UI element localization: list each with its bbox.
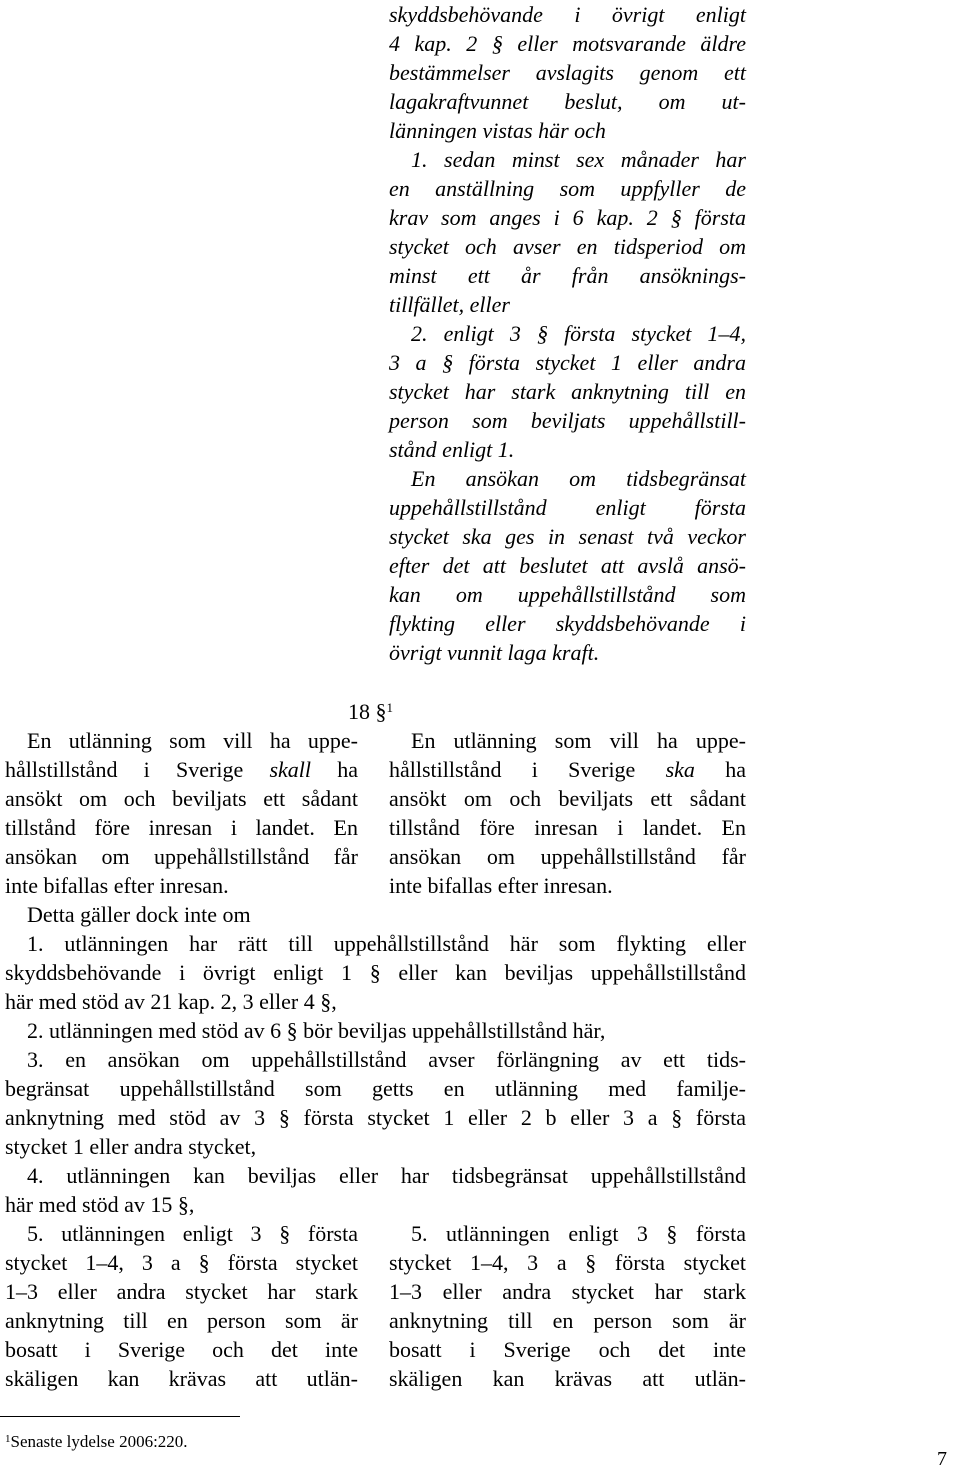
text-line: hållstillstånd i Sverige ska ha bbox=[389, 757, 746, 782]
text-line: tillfället, eller bbox=[389, 292, 510, 317]
text-line: tillstånd före inresan i landet. En bbox=[5, 815, 358, 840]
text-line: stycket 1–4, 3 a § första stycket bbox=[5, 1250, 358, 1275]
text-line: krav som anges i 6 kap. 2 § första bbox=[389, 205, 746, 230]
text-line: stycket 1 eller andra stycket, bbox=[5, 1134, 257, 1159]
list-item: 2. utlänningen med stöd av 6 § bör beviljas uppehållstillstånd här, bbox=[27, 1018, 606, 1043]
text-line: ansökan om uppehållstillstånd får bbox=[5, 844, 358, 869]
text-line: inte bifallas efter inresan. bbox=[389, 873, 613, 898]
text-line: flykting eller skyddsbehövande i bbox=[389, 611, 746, 636]
text-line: begränsat uppehållstillstånd som getts en utlänning med familje- bbox=[5, 1076, 746, 1101]
footnote bbox=[5, 1430, 188, 1454]
footnote-divider bbox=[0, 1416, 240, 1417]
text-line: här med stöd av 15 §, bbox=[5, 1192, 195, 1217]
text-line: anknytning till en person som är bbox=[5, 1308, 358, 1333]
text-line: skyddsbehövande i övrigt enligt 1 § eller kan beviljas uppehållstillstånd bbox=[5, 960, 746, 985]
text-line: kan om uppehållstillstånd som bbox=[389, 582, 746, 607]
text-line: stycket har stark anknytning till en bbox=[389, 379, 746, 404]
text-line: En utlänning som vill ha uppe- bbox=[411, 728, 746, 753]
text-line: skäligen kan krävas att utlän- bbox=[5, 1366, 358, 1391]
footnote-reference: 1 bbox=[386, 700, 393, 715]
text-line: 5. utlänningen enligt 3 § första bbox=[27, 1221, 358, 1246]
list-item: 3. en ansökan om uppehållstillstånd avser förlängning av ett tids- bbox=[27, 1047, 746, 1072]
text-line: ansökt om och beviljats ett sådant bbox=[389, 786, 746, 811]
text-line: person som beviljats uppehållstill- bbox=[389, 408, 746, 433]
text-line: en anställning som uppfyller de bbox=[389, 176, 746, 201]
text-line: inte bifallas efter inresan. bbox=[5, 873, 229, 898]
text-line: 2. enligt 3 § första stycket 1–4, bbox=[411, 321, 746, 346]
list-item: 1. utlänningen har rätt till uppehållstillstånd här som flykting eller bbox=[27, 931, 746, 956]
text-line: stycket ska ges in senast två veckor bbox=[389, 524, 746, 549]
emphasized-word: ska bbox=[665, 757, 695, 782]
text-line: lagakraftvunnet beslut, om ut- bbox=[389, 89, 746, 114]
emphasized-word: skall bbox=[269, 757, 311, 782]
text-line: stycket och avser en tidsperiod om bbox=[389, 234, 746, 259]
text-line: ansökan om uppehållstillstånd får bbox=[389, 844, 746, 869]
text-line: ansökt om och beviljats ett sådant bbox=[5, 786, 358, 811]
text-line: anknytning till en person som är bbox=[389, 1308, 746, 1333]
text-line: övrigt vunnit laga kraft. bbox=[389, 640, 600, 665]
footnote-text: Senaste lydelse 2006:220. bbox=[10, 1432, 188, 1451]
text-line: bestämmelser avslagits genom ett bbox=[389, 60, 746, 85]
text-line: 1. sedan minst sex månader har bbox=[411, 147, 746, 172]
text-line: 1–3 eller andra stycket har stark bbox=[5, 1279, 358, 1304]
text-line: stycket 1–4, 3 a § första stycket bbox=[389, 1250, 746, 1275]
text-line: bosatt i Sverige och det inte bbox=[389, 1337, 746, 1362]
text-line: länningen vistas här och bbox=[389, 118, 606, 143]
exception-intro: Detta gäller dock inte om bbox=[27, 902, 251, 927]
page-number: 7 bbox=[937, 1448, 947, 1470]
text-line: efter det att beslutet att avslå ansö- bbox=[389, 553, 746, 578]
text-line: 3 a § första stycket 1 eller andra bbox=[389, 350, 746, 375]
text-line: En utlänning som vill ha uppe- bbox=[27, 728, 358, 753]
text-line: uppehållstillstånd enligt första bbox=[389, 495, 746, 520]
text-line: bosatt i Sverige och det inte bbox=[5, 1337, 358, 1362]
list-item: 4. utlänningen kan beviljas eller har tidsbegränsat uppehållstillstånd bbox=[27, 1163, 746, 1188]
text-line: tillstånd före inresan i landet. En bbox=[389, 815, 746, 840]
footnote-marker: 1 bbox=[5, 1433, 11, 1445]
section-number: 18 § bbox=[348, 699, 387, 724]
text-line: anknytning med stöd av 3 § första stycket 1 eller 2 b eller 3 a § första bbox=[5, 1105, 746, 1130]
text-line: här med stöd av 21 kap. 2, 3 eller 4 §, bbox=[5, 989, 337, 1014]
text-line: skäligen kan krävas att utlän- bbox=[389, 1366, 746, 1391]
text-line: hållstillstånd i Sverige skall ha bbox=[5, 757, 358, 782]
section-heading bbox=[348, 697, 393, 726]
text-line: stånd enligt 1. bbox=[389, 437, 515, 462]
text-line: minst ett år från ansöknings- bbox=[389, 263, 746, 288]
text-line: 5. utlänningen enligt 3 § första bbox=[411, 1221, 746, 1246]
text-line: skyddsbehövande i övrigt enligt bbox=[389, 2, 746, 27]
text-line: 1–3 eller andra stycket har stark bbox=[389, 1279, 746, 1304]
text-line: 4 kap. 2 § eller motsvarande äldre bbox=[389, 31, 746, 56]
text-line: En ansökan om tidsbegränsat bbox=[411, 466, 746, 491]
